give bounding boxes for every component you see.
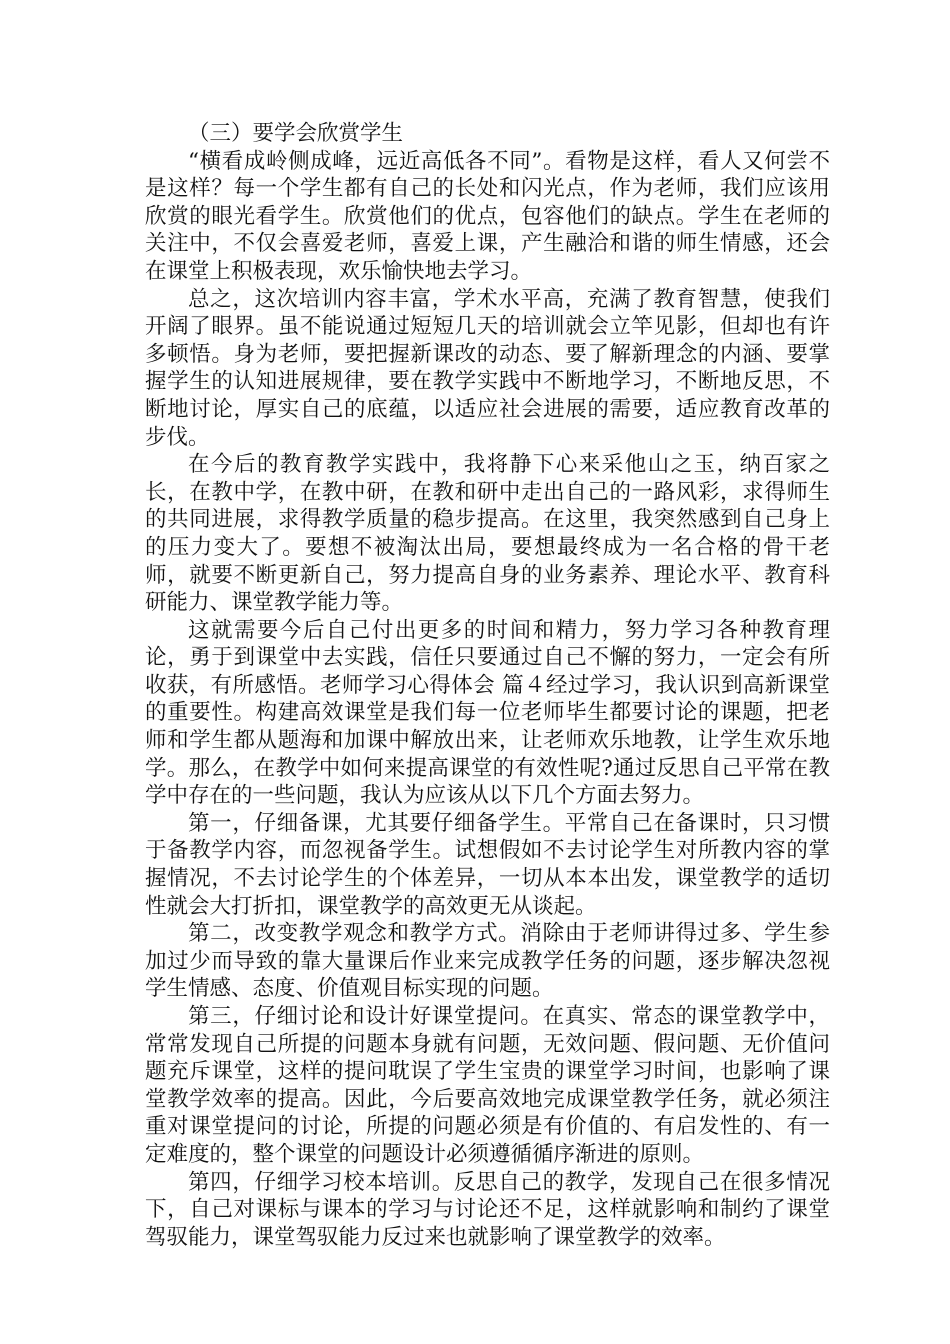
document-body: [145, 120, 830, 1251]
paragraph: 第二，改变教学观念和教学方式。消除由于老师讲得过多、学生参加过少而导致的靠大量课后作业来完成教学任务的问题，逐步解决忽视学生情感、态度、价值观目标实现的问题。: [145, 921, 830, 1002]
paragraph: “横看成岭侧成峰，远近高低各不同”。看物是这样，看人又何尝不是这样？每一个学生都有自己的长处和闪光点，作为老师，我们应该用欣赏的眼光看学生。欣赏他们的优点，包容他们的缺点。学生在老师的关注中，不仅会喜爱老师，喜爱上课，产生融洽和谐的师生情感，还会在课堂上积极表现，欢乐愉快地去学习。: [145, 148, 830, 284]
paragraph: 在今后的教育教学实践中，我将静下心来采他山之玉，纳百家之长，在教中学，在教中研，在教和研中走出自己的一路风彩，求得师生的共同进展，求得教学质量的稳步提高。在这里，我突然感到自己身上的压力变大了。要想不被淘汰出局，要想最终成为一名合格的骨干老师，就要不断更新自己，努力提高自身的业务素养、理论水平、教育科研能力、课堂教学能力等。: [145, 452, 830, 616]
paragraph: 总之，这次培训内容丰富，学术水平高，充满了教育智慧，使我们开阔了眼界。虽不能说通过短短几天的培训就会立竿见影，但却也有许多顿悟。身为老师，要把握新课改的动态、要了解新理念的内涵、要掌握学生的认知进展规律，要在教学实践中不断地学习，不断地反思，不断地讨论，厚实自己的底蕴，以适应社会进展的需要，适应教育改革的步伐。: [145, 286, 830, 450]
paragraph: 这就需要今后自己付出更多的时间和精力，努力学习各种教育理论，勇于到课堂中去实践，信任只要通过自己不懈的努力，一定会有所收获，有所感悟。老师学习心得体会 篇４经过学习，我认识到高新课堂的重要性。构建高效课堂是我们每一位老师毕生都要讨论的课题，把老师和学生都从题海和加课中解放出来，让老师欢乐地教，让学生欢乐地学。那么，在教学中如何来提高课堂的有效性呢?通过反思自己平常在教学中存在的一些问题，我认为应该从以下几个方面去努力。: [145, 617, 830, 809]
section-heading: （三）要学会欣赏学生: [188, 121, 404, 146]
paragraph: 第一，仔细备课，尤其要仔细备学生。平常自己在备课时，只习惯于备教学内容，而忽视备学生。试想假如不去讨论学生对所教内容的掌握情况，不去讨论学生的个体差异，一切从本本出发，课堂教学的适切性就会大打折扣，课堂教学的高效更无从谈起。: [145, 810, 830, 919]
paragraph: 第三，仔细讨论和设计好课堂提问。在真实、常态的课堂教学中，常常发现自己所提的问题本身就有问题，无效问题、假问题、无价值问题充斥课堂，这样的提问耽误了学生宝贵的课堂学习时间，也影响了课堂教学效率的提高。因此，今后要高效地完成课堂教学任务，就必须注重对课堂提问的讨论，所提的问题必须是有价值的、有启发性的、有一定难度的，整个课堂的问题设计必须遵循循序渐进的原则。: [145, 1004, 830, 1167]
paragraph: 第四，仔细学习校本培训。反思自己的教学，发现自己在很多情况下，自己对课标与课本的学习与讨论还不足，这样就影响和制约了课堂驾驭能力，课堂驾驭能力反过来也就影响了课堂教学的效率。: [145, 1169, 830, 1250]
